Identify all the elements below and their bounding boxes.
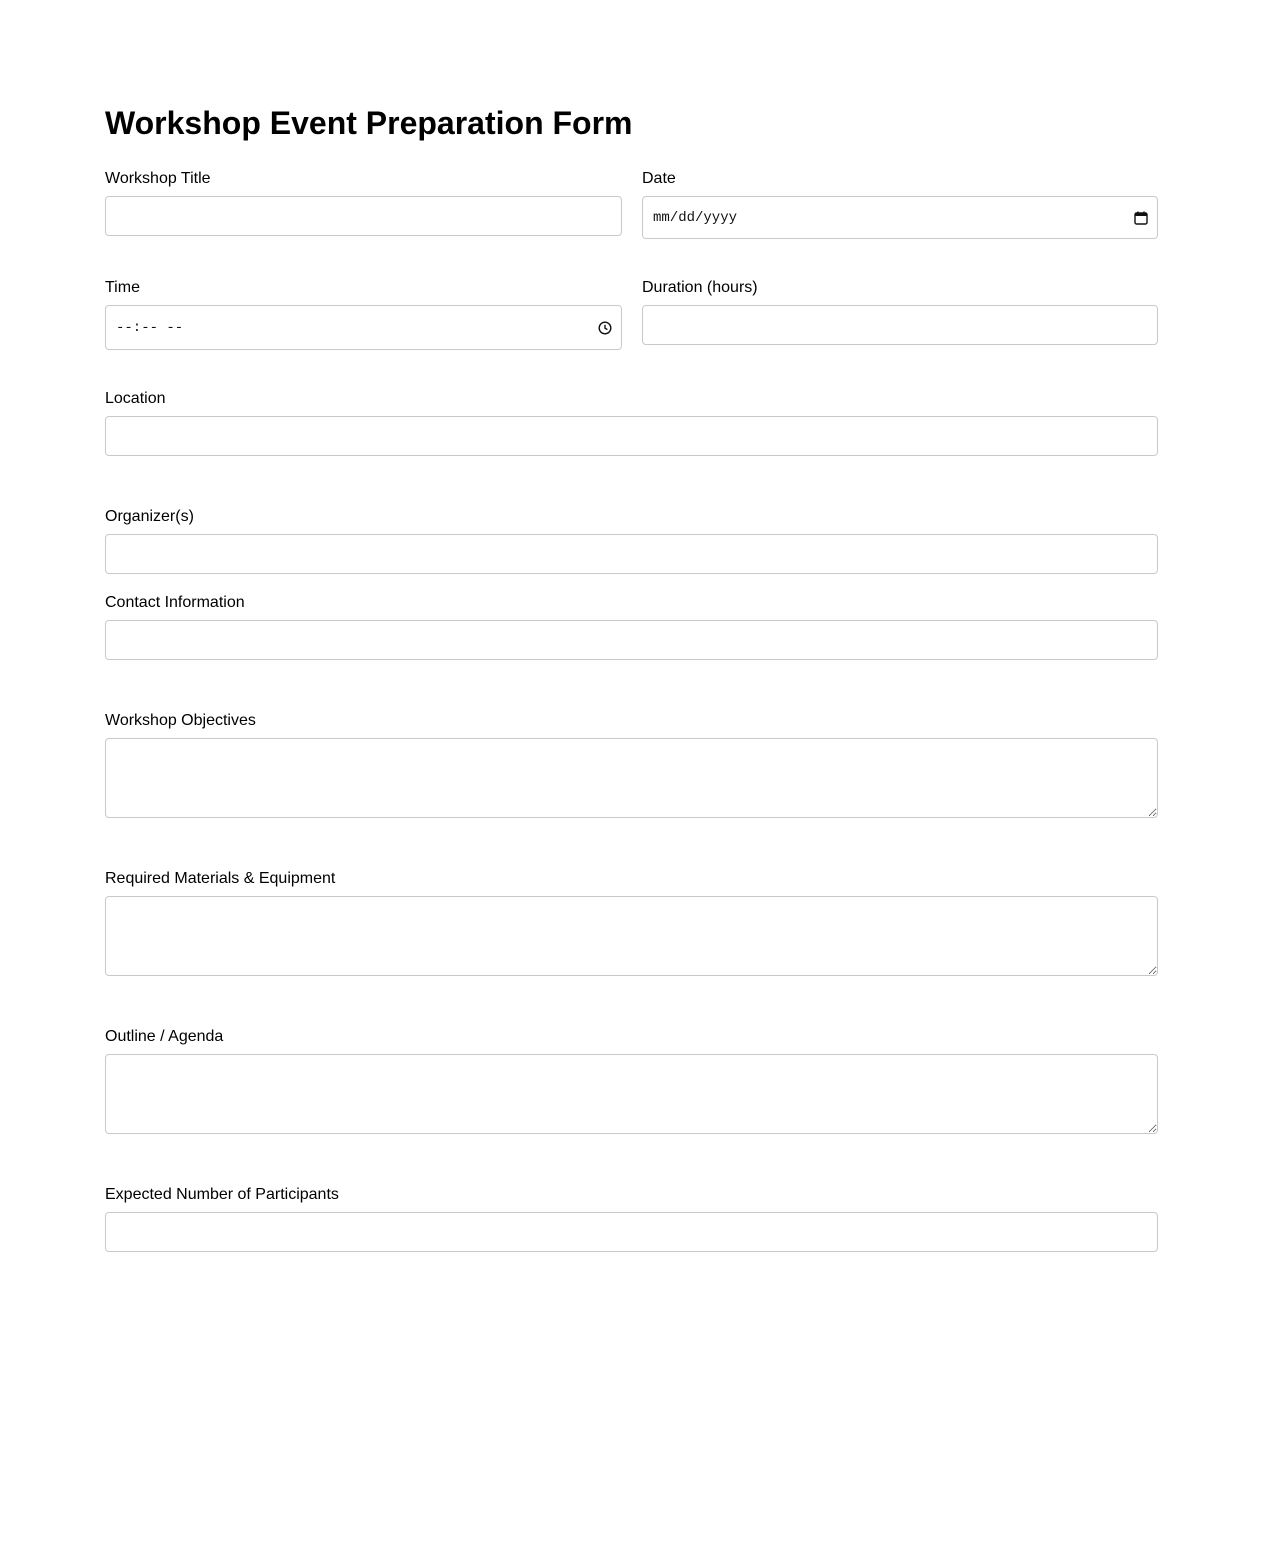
organizers-input[interactable] [105,534,1158,574]
objectives-textarea[interactable] [105,738,1158,818]
materials-label: Required Materials & Equipment [105,870,336,887]
organizers-label: Organizer(s) [105,508,194,525]
participants-group [105,1186,1158,1204]
workshop-title-input[interactable] [105,196,622,236]
organizers-group [105,508,1158,526]
calendar-icon[interactable] [1134,211,1148,225]
time-placeholder: --:-- -- [116,319,184,336]
agenda-label: Outline / Agenda [105,1028,224,1045]
participants-label: Expected Number of Participants [105,1186,339,1203]
contact-input[interactable] [105,620,1158,660]
location-group [105,390,1158,408]
duration-label: Duration (hours) [642,279,758,296]
agenda-textarea[interactable] [105,1054,1158,1134]
duration-group [642,279,1158,297]
objectives-label: Workshop Objectives [105,712,256,729]
time-input[interactable] [105,305,622,350]
agenda-group [105,1028,1158,1046]
date-input[interactable] [642,196,1158,239]
time-label: Time [105,279,140,296]
contact-group [105,594,1158,612]
date-placeholder: mm/dd/yyyy [653,209,738,226]
materials-group [105,870,1158,888]
workshop-title-group [105,170,622,188]
date-group [642,170,1158,226]
objectives-group [105,712,1158,730]
page-title: Workshop Event Preparation Form [105,105,633,141]
participants-input[interactable] [105,1212,1158,1252]
location-input[interactable] [105,416,1158,456]
materials-textarea[interactable] [105,896,1158,976]
date-label: Date [642,170,676,187]
duration-input[interactable] [642,305,1158,345]
workshop-title-label: Workshop Title [105,170,211,187]
time-group [105,279,622,336]
location-label: Location [105,390,166,407]
contact-label: Contact Information [105,594,245,611]
clock-icon[interactable] [598,321,612,335]
